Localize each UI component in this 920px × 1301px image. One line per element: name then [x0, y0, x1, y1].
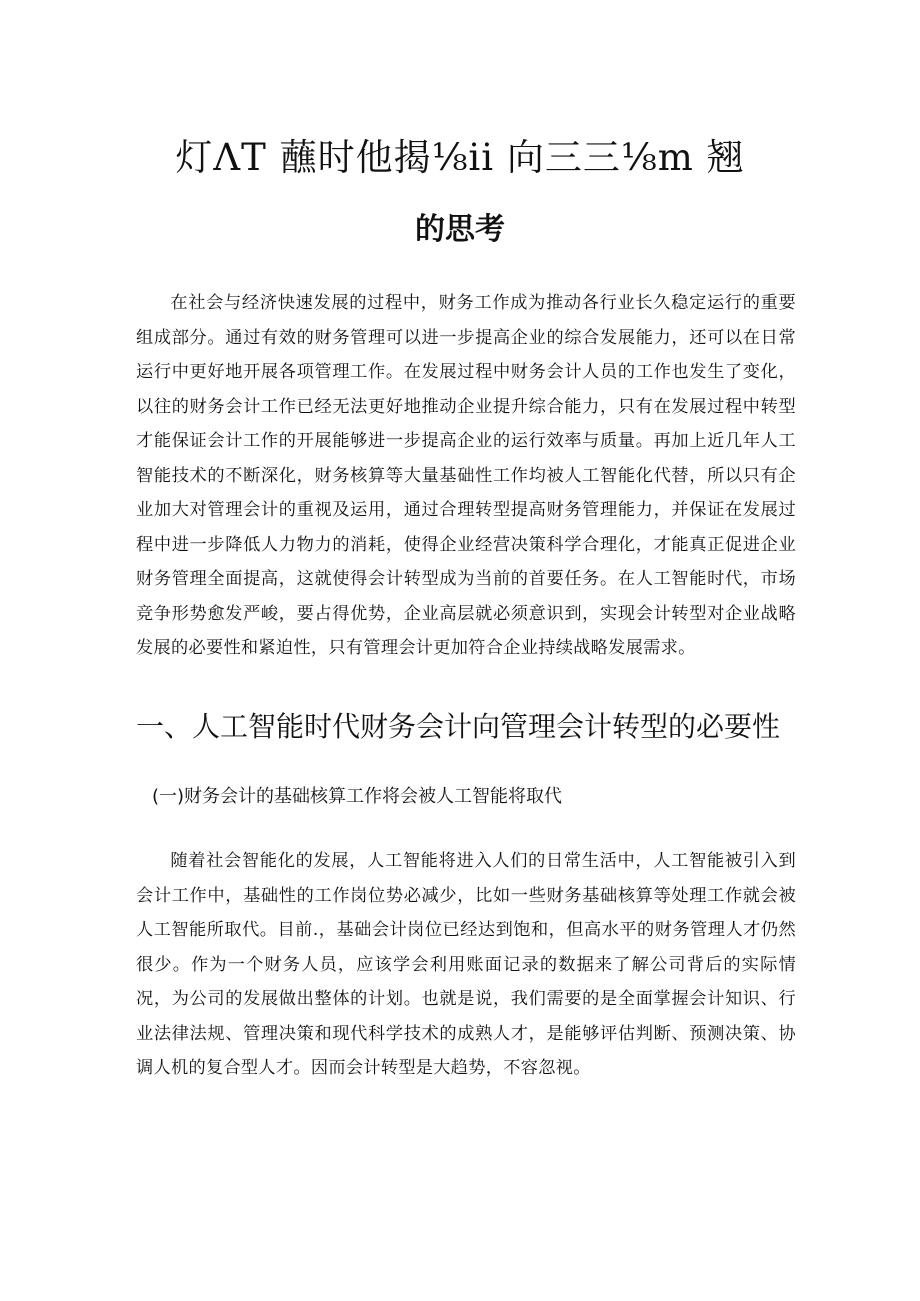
document-title: 灯ΛT 蘸时他揭⅛ii 向三三⅛m 翘: [175, 136, 745, 179]
subsection-paragraph: 随着社会智能化的发展，人工智能将进入人们的日常生活中，人工智能被引入到会计工作中，基础性的工作岗位势必减少，比如一些财务基础核算等处理工作就会被人工智能所取代。目前.，基础会计岗位已经达到饱和，但高水平的财务管理人才仍然很少。作为一个财务人员，应该学会利用账面记录的数据来了解公司背后的实际情况，为公司的发展做出整体的计划。也就是说，我们需要的是全面掌握会计知识、行业法律法规、管理决策和现代科学技术的成熟人才，是能够评估判断、预测决策、协调人机的复合型人才。因而会计转型是大趋势，不容忽视。: [136, 851, 796, 1078]
section-heading: 一、人工智能时代财务会计向管理会计转型的必要性: [136, 710, 781, 743]
subsection-heading: (一)财务会计的基础核算工作将会被人工智能将取代: [152, 786, 563, 807]
document-title-continuation: 的思考: [415, 212, 505, 247]
intro-paragraph: 在社会与经济快速发展的过程中，财务工作成为推动各行业长久稳定运行的重要组成部分。通过有效的财务管理可以进一步提高企业的综合发展能力，还可以在日常运行中更好地开展各项管理工作。在发展过程中财务会计人员的工作也发生了变化，以往的财务会计工作已经无法更好地推动企业提升综合能力，只有在发展过程中转型才能保证会计工作的开展能够进一步提高企业的运行效率与质量。再加上近几年人工智能技术的不断深化，财务核算等大量基础性工作均被人工智能化代替，所以只有企业加大对管理会计的重视及运用，通过合理转型提高财务管理能力，并保证在发展过程中进一步降低人力物力的消耗，使得企业经营决策科学合理化，才能真正促进企业财务管理全面提高，这就使得会计转型成为当前的首要任务。在人工智能时代，市场竞争形势愈发严峻，要占得优势，企业高层就必须意识到，实现会计转型对企业战略发展的必要性和紧迫性，只有管理会计更加符合企业持续战略发展需求。: [136, 293, 796, 658]
